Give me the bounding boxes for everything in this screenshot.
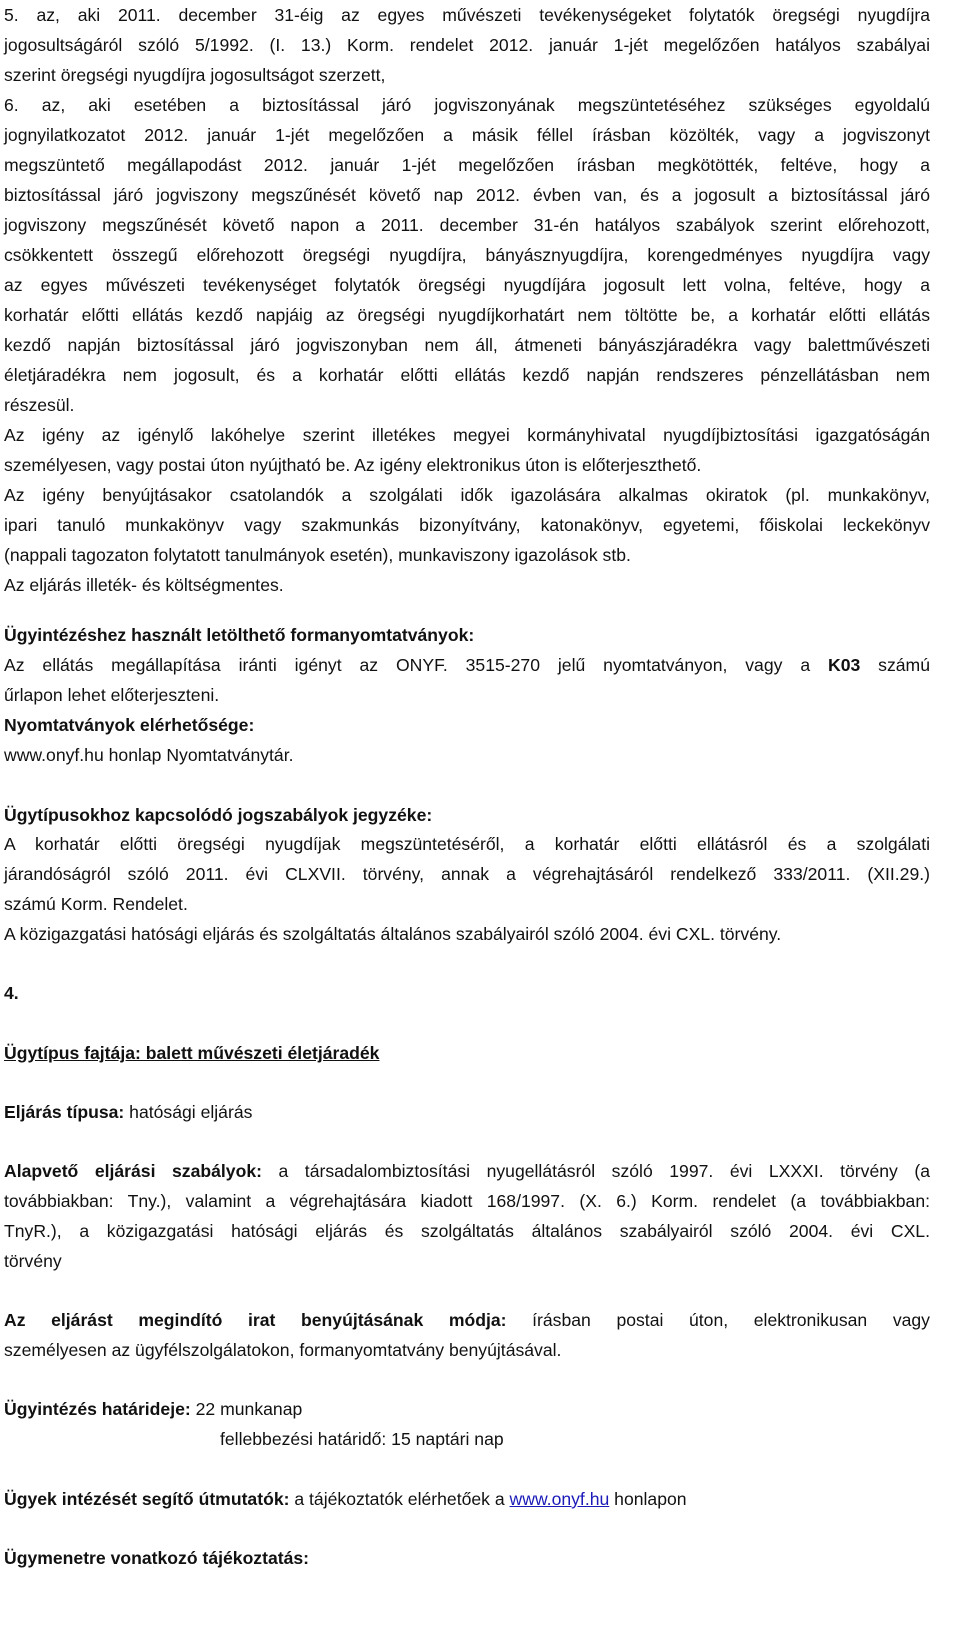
paragraph-line: Az igény benyújtásakor csatolandók a szolgálati idők igazolására alkalmas okiratok (pl. munkakönyv, — [4, 485, 930, 505]
laws-line: A korhatár előtti öregségi nyugdíjak megszüntetéséről, a korhatár előtti ellátásról és a szolgálati — [4, 834, 930, 854]
laws-heading: Ügytípusokhoz kapcsolódó jogszabályok jegyzéke: — [4, 805, 433, 825]
paragraph-line: Az eljárás illeték- és költségmentes. — [4, 575, 284, 595]
paragraph-line: ipari tanuló munkakönyv vagy szakmunkás bizonyítvány, katonakönyv, egyetemi, főiskolai leckekönyv — [4, 515, 930, 535]
paragraph-line: korhatár előtti ellátás kezdő napjáig az öregségi nyugdíjkorhatárt nem töltötte be, a korhatár előtti ellátás — [4, 305, 930, 325]
paragraph-line: az egyes művészeti tevékenységet folytatók öregségi nyugdíjára jogosult lett volna, feltéve, hogy a — [4, 275, 930, 295]
rules-line: továbbiakban: Tny.), valamint a végrehajtására kiadott 168/1997. (X. 6.) Korm. rendelet (a továbbiakban: — [4, 1191, 930, 1211]
guide-line: Ügyek intézését segítő útmutatók: a tájékoztatók elérhetőek a www.onyf.hu honlapon — [4, 1489, 687, 1509]
paragraph-line: jogosultságáról szóló 5/1992. (I. 13.) Korm. rendelet 2012. január 1-jét megelőzően hatályos szabályai — [4, 35, 930, 55]
section-number: 4. — [4, 983, 19, 1003]
laws-line: járandóságról szóló 2011. évi CLXVII. törvény, annak a végrehajtásáról rendelkező 333/2011. (XII.29.) — [4, 864, 930, 884]
paragraph-line: életjáradékra nem jogosult, és a korhatár előtti ellátás kezdő napján rendszeres pénzellátásban nem — [4, 365, 930, 385]
deadline-line: Ügyintézés határideje: 22 munkanap — [4, 1399, 303, 1419]
process-info-heading: Ügymenetre vonatkozó tájékoztatás: — [4, 1548, 310, 1568]
paragraph-line: jogviszony megszűnését követő napon a 2011. december 31-én hatályos szabályok szerint előrehozott, — [4, 215, 930, 235]
paragraph-line: kezdő napján biztosítással járó jogviszonyban nem áll, átmeneti bányászjáradékra vagy balettművészeti — [4, 335, 930, 355]
paragraph-line: személyesen, vagy postai úton nyújtható be. Az igény elektronikus úton is előterjeszthető. — [4, 455, 702, 475]
paragraph-line: jognyilatkozatot 2012. január 1-jét megelőzően a másik féllel írásban közölték, vagy a jogviszonyt — [4, 125, 930, 145]
case-type-heading: Ügytípus fajtája: balett művészeti életjáradék — [4, 1043, 380, 1063]
forms-heading: Ügyintézéshez használt letölthető formanyomtatványok: — [4, 625, 475, 645]
paragraph-line: biztosítással járó jogviszony megszűnését követő nap 2012. évben van, és a jogosult a biztosítással járó — [4, 185, 930, 205]
submission-line: személyesen az ügyfélszolgálatokon, formanyomtatvány benyújtásával. — [4, 1340, 562, 1360]
forms-availability-text: www.onyf.hu honlap Nyomtatványtár. — [4, 745, 294, 765]
appeal-deadline-line: fellebbezési határidő: 15 naptári nap — [220, 1429, 504, 1449]
paragraph-line: 6. az, aki esetében a biztosítással járó jogviszonyának megszüntetéséhez szükséges egyoldalú — [4, 95, 930, 115]
paragraph-line: (nappali tagozaton folytatott tanulmányok esetén), munkaviszony igazolások stb. — [4, 545, 631, 565]
form-code: K03 — [828, 655, 861, 675]
paragraph-line: Az igény az igénylő lakóhelye szerint illetékes megyei kormányhivatal nyugdíjbiztosítási igazgatóságán — [4, 425, 930, 445]
paragraph-line: 5. az, aki 2011. december 31-éig az egyes művészeti tevékenységeket folytatók öregségi nyugdíjra — [4, 5, 930, 25]
onyf-link[interactable]: www.onyf.hu — [509, 1489, 610, 1509]
submission-line: Az eljárást megindító irat benyújtásának módja: írásban postai úton, elektronikusan vagy — [4, 1310, 930, 1330]
procedure-type: Eljárás típusa: hatósági eljárás — [4, 1102, 253, 1122]
forms-availability-heading: Nyomtatványok elérhetősége: — [4, 715, 255, 735]
laws-line: számú Korm. Rendelet. — [4, 894, 188, 914]
paragraph-line: szerint öregségi nyugdíjra jogosultságot szerzett, — [4, 65, 386, 85]
forms-text-line: Az ellátás megállapítása iránti igényt az ONYF. 3515-270 jelű nyomtatványon, vagy a K03 számú — [4, 655, 930, 675]
laws-line: A közigazgatási hatósági eljárás és szolgáltatás általános szabályairól szóló 2004. évi CXL. törvény. — [4, 924, 782, 944]
paragraph-line: megszüntető megállapodást 2012. január 1-jét megelőzően írásban megkötötték, feltéve, hogy a — [4, 155, 930, 175]
paragraph-line: részesül. — [4, 395, 75, 415]
rules-line: törvény — [4, 1251, 62, 1271]
rules-line: Alapvető eljárási szabályok: a társadalombiztosítási nyugellátásról szóló 1997. évi LXXXI. törvény (a — [4, 1161, 930, 1181]
paragraph-line: csökkentett összegű előrehozott öregségi nyugdíjra, bányásznyugdíjra, korengedményes nyugdíjra vagy — [4, 245, 930, 265]
forms-text-line: űrlapon lehet előterjeszteni. — [4, 685, 220, 705]
rules-line: TnyR.), a közigazgatási hatósági eljárás és szolgáltatás általános szabályairól szóló 2004. évi CXL. — [4, 1221, 930, 1241]
